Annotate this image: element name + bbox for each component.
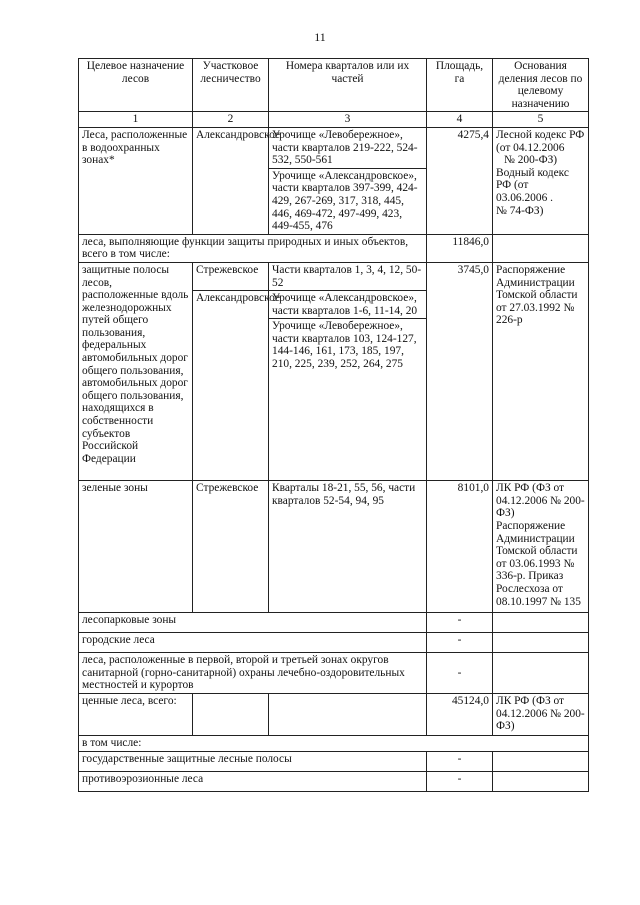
quarters-cell: Части кварталов 1, 3, 4, 12, 50-52 xyxy=(269,262,427,290)
table-row xyxy=(79,262,589,290)
header-basis: Основания деления лесов по целевому назначению xyxy=(493,59,589,112)
column-number: 2 xyxy=(193,112,269,128)
quarters-cell: Урочище «Левобережное», части кварталов 219-222, 524-532, 550-561 xyxy=(269,127,427,168)
table-row xyxy=(79,633,589,653)
header-area: Площадь, га xyxy=(427,59,493,112)
district-cell: Александровское xyxy=(193,291,269,481)
quarters-cell: Кварталы 18-21, 55, 56, части кварталов 52-54, 94, 95 xyxy=(269,481,427,613)
quarters-cell xyxy=(269,694,427,736)
table-row xyxy=(79,694,589,736)
basis-line: Лесной кодекс РФ xyxy=(496,128,585,141)
area-cell: 8101,0 xyxy=(427,481,493,613)
header-quarters: Номера кварталов или их частей xyxy=(269,59,427,112)
district-cell: Стрежевское xyxy=(193,262,269,290)
basis-line: № 200-ФЗ) xyxy=(504,154,558,167)
table-row xyxy=(79,234,589,262)
table-row xyxy=(79,736,589,752)
basis-line: 03.06.2006 . xyxy=(496,191,553,204)
area-cell: - xyxy=(427,653,493,694)
header-purpose: Целевое назначение лесов xyxy=(79,59,193,112)
area-cell: 3745,0 xyxy=(427,262,493,480)
table-row xyxy=(79,127,589,168)
basis-cell xyxy=(493,613,589,633)
basis-cell xyxy=(493,633,589,653)
district-cell: Стрежевское xyxy=(193,481,269,613)
quarters-cell: Урочище «Александровское», части кварталов 397-399, 424-429, 267-269, 317, 318, 445, 446, 469-472, 497-499, 423, 449-455, 476 xyxy=(269,168,427,234)
district-cell xyxy=(193,694,269,736)
table-row xyxy=(79,481,589,613)
purpose-cell: Леса, расположенные в водоохранных зонах* xyxy=(79,127,193,234)
basis-cell xyxy=(493,751,589,771)
column-number-row xyxy=(79,112,589,128)
section-label-cell: противоэрозионные леса xyxy=(79,771,427,791)
section-label-cell: городские леса xyxy=(79,633,427,653)
column-number: 5 xyxy=(493,112,589,128)
area-cell: - xyxy=(427,613,493,633)
column-number: 1 xyxy=(79,112,193,128)
header-row xyxy=(79,59,589,112)
section-label-cell: леса, выполняющие функции защиты природных и иных объектов, всего в том числе: xyxy=(79,234,427,262)
basis-cell xyxy=(493,771,589,791)
basis-cell: ЛК РФ (ФЗ от 04.12.2006 № 200-ФЗ) Распоряжение Администрации Томской области от 03.06.1993 № 336-р. Приказ Рослесхоза от 08.10.1997 № 135 xyxy=(493,481,589,613)
basis-line: № 74-ФЗ) xyxy=(496,204,544,217)
purpose-cell: ценные леса, всего: xyxy=(79,694,193,736)
table-row xyxy=(79,771,589,791)
purpose-cell: защитные полосы лесов, расположенные вдоль железнодорожных путей общего пользования, федеральных автомобильных дорог общего пользования, автомобильных дорог общего пользования, находящихся в собственности субъектов Российской Федерации xyxy=(79,262,193,480)
basis-cell xyxy=(493,653,589,694)
column-number: 3 xyxy=(269,112,427,128)
section-label-cell: государственные защитные лесные полосы xyxy=(79,751,427,771)
quarters-cell: Урочище «Левобережное», части кварталов 103, 124-127, 144-146, 161, 173, 185, 197, 210, 225, 239, 252, 264, 275 xyxy=(269,319,427,481)
basis-cell: Распоряжение Администрации Томской области от 27.03.1992 № 226-р xyxy=(493,262,589,480)
area-cell: - xyxy=(427,771,493,791)
district-cell: Александровское xyxy=(193,127,269,234)
table-row xyxy=(79,751,589,771)
header-district: Участковое лесничество xyxy=(193,59,269,112)
forest-purpose-table xyxy=(78,58,589,792)
section-label-cell: в том числе: xyxy=(79,736,589,752)
basis-cell xyxy=(493,234,589,262)
quarters-cell: Урочище «Александровское», части кварталов 1-6, 11-14, 20 xyxy=(269,291,427,319)
area-cell: 11846,0 xyxy=(427,234,493,262)
table-row xyxy=(79,653,589,694)
area-cell: - xyxy=(427,751,493,771)
column-number: 4 xyxy=(427,112,493,128)
page-number: 11 xyxy=(314,30,326,44)
section-label-cell: лесопарковые зоны xyxy=(79,613,427,633)
area-cell: - xyxy=(427,633,493,653)
area-cell: 4275,4 xyxy=(427,127,493,234)
basis-cell: ЛК РФ (ФЗ от 04.12.2006 № 200-ФЗ) xyxy=(493,694,589,736)
area-cell: 45124,0 xyxy=(427,694,493,736)
purpose-cell: зеленые зоны xyxy=(79,481,193,613)
section-label-cell: леса, расположенные в первой, второй и третьей зонах округов санитарной (горно-санитарной) охраны лечебно-оздоровительных местностей и курортов xyxy=(79,653,427,694)
basis-cell xyxy=(493,127,589,234)
table-row xyxy=(79,613,589,633)
basis-line: (от 04.12.2006 xyxy=(496,141,565,154)
basis-line: Водный кодекс РФ (от xyxy=(496,166,569,192)
